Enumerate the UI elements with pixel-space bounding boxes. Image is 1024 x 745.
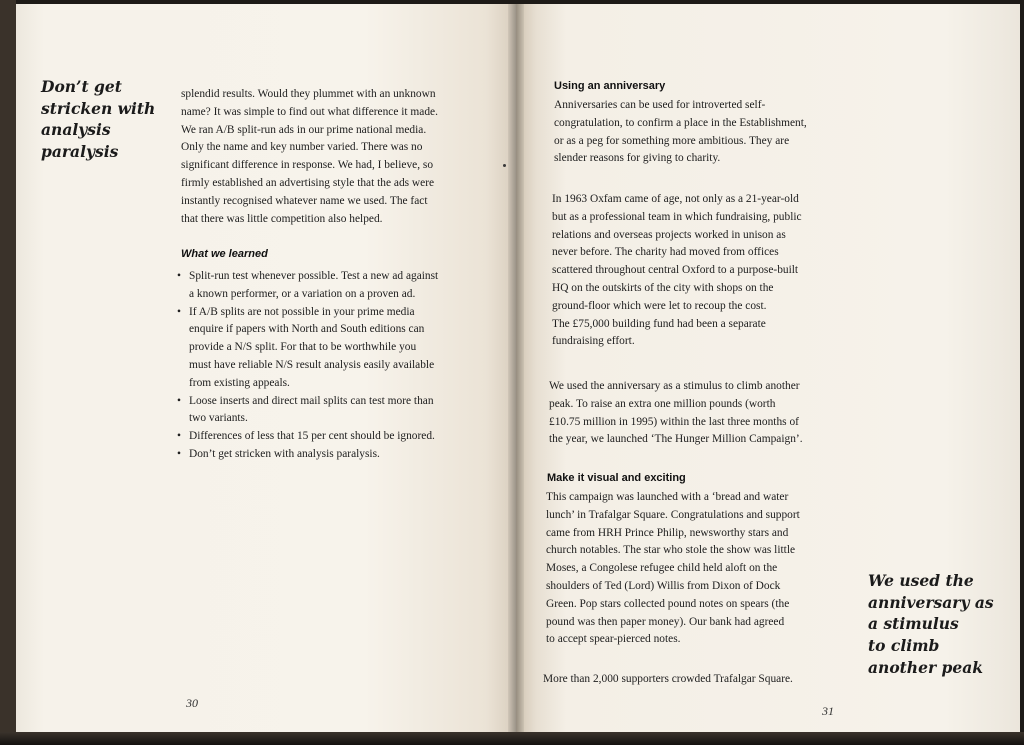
text-line: significant difference in response. We had, I believe, so bbox=[181, 159, 434, 172]
text-line: two variants. bbox=[189, 412, 248, 425]
text-line: pound was then paper money). Our bank had agreed bbox=[546, 615, 785, 628]
book-edge-left bbox=[0, 0, 16, 745]
lessons-list bbox=[177, 268, 438, 464]
text-line: or as a peg for something more ambitious. They are bbox=[554, 134, 790, 147]
text-line: firmly established an advertising style that the ads were bbox=[181, 176, 435, 189]
text-line: instantly recognised whatever name we used. The fact bbox=[181, 194, 428, 207]
side-heading-line: anniversary as bbox=[868, 592, 994, 612]
list-item bbox=[177, 393, 438, 429]
text-line: Green. Pop stars collected pound notes on spears (the bbox=[546, 597, 790, 610]
text-line: lunch’ in Trafalgar Square. Congratulations and support bbox=[546, 508, 800, 521]
right-page bbox=[516, 4, 1020, 732]
closing-line bbox=[543, 671, 793, 689]
stimulus-paragraph bbox=[549, 378, 803, 449]
list-item bbox=[177, 428, 438, 446]
side-heading-line: stricken with bbox=[41, 98, 156, 118]
text-line: • Loose inserts and direct mail splits can test more than bbox=[189, 394, 434, 407]
text-line: • Differences of less that 15 per cent should be ignored. bbox=[189, 430, 435, 443]
text-line: from existing appeals. bbox=[189, 376, 290, 389]
paper-speck bbox=[503, 164, 506, 167]
left-page bbox=[14, 4, 516, 732]
side-heading-line: Don’t get bbox=[41, 77, 122, 96]
text-line: the year, we launched ‘The Hunger Million Campaign’. bbox=[549, 433, 803, 446]
text-line: that there was little competition also helped. bbox=[181, 212, 383, 225]
side-heading-line: to climb bbox=[868, 636, 940, 656]
side-heading-line: a stimulus bbox=[868, 614, 959, 634]
what-we-learned-heading: What we learned bbox=[181, 248, 268, 260]
text-line: scattered throughout central Oxford to a purpose-built bbox=[552, 264, 799, 277]
text-line: • Don’t get stricken with analysis paralysis. bbox=[189, 447, 380, 460]
text-line: We ran A/B split-run ads in our prime national media. bbox=[181, 123, 427, 136]
text-line: We used the anniversary as a stimulus to climb another bbox=[549, 380, 800, 392]
page-number-left: 30 bbox=[186, 696, 198, 710]
side-heading-line: paralysis bbox=[41, 142, 119, 162]
text-line: ground-floor which were let to recoup the cost. bbox=[552, 299, 767, 312]
text-line: a known performer, or a variation on a proven ad. bbox=[189, 287, 416, 300]
text-line: Moses, a Congolese refugee child held aloft on the bbox=[546, 562, 778, 575]
text-line: HQ on the outskirts of the city with shops on the bbox=[552, 281, 774, 294]
text-line: church notables. The star who stole the show was little bbox=[546, 544, 796, 557]
text-line: shoulders of Ted (Lord) Willis from Dixon of Dock bbox=[546, 579, 781, 592]
list-item bbox=[177, 304, 438, 393]
text-line: congratulation, to confirm a place in the Establishment, bbox=[554, 116, 807, 129]
campaign-paragraph bbox=[546, 489, 800, 649]
text-line: to accept spear-pierced notes. bbox=[546, 633, 681, 646]
text-line: This campaign was launched with a ‘bread and water bbox=[546, 491, 789, 503]
text-line: relations and overseas projects worked in unison as bbox=[552, 228, 786, 241]
side-heading-line: analysis bbox=[41, 120, 111, 140]
text-line: enquire if papers with North and South editions can bbox=[189, 323, 425, 336]
left-intro-paragraph bbox=[181, 86, 438, 228]
oxfam-paragraph bbox=[552, 191, 802, 351]
text-line: never before. The charity had moved from offices bbox=[552, 246, 779, 259]
make-it-visual-heading: Make it visual and exciting bbox=[547, 472, 686, 484]
using-an-anniversary-heading: Using an anniversary bbox=[554, 80, 666, 92]
page-number-right: 31 bbox=[822, 704, 834, 718]
side-heading-line: We used the bbox=[868, 571, 974, 590]
text-line: More than 2,000 supporters crowded Trafalgar Square. bbox=[543, 673, 793, 685]
text-line: but as a professional team in which fundraising, public bbox=[552, 210, 802, 223]
side-heading-line: another peak bbox=[868, 657, 983, 677]
text-line: name? It was simple to find out what difference it made. bbox=[181, 105, 438, 118]
book-edge-bottom bbox=[0, 732, 1024, 745]
text-line: In 1963 Oxfam came of age, not only as a 21-year-old bbox=[552, 193, 799, 205]
text-line: Anniversaries can be used for introverted self- bbox=[554, 99, 766, 111]
right-side-heading bbox=[868, 570, 994, 678]
text-line: came from HRH Prince Philip, newsworthy stars and bbox=[546, 526, 789, 539]
text-line: splendid results. Would they plummet with an unknown bbox=[181, 88, 436, 100]
text-line: • Split-run test whenever possible. Test a new ad against bbox=[189, 270, 439, 282]
text-line: must have reliable N/S result analysis easily available bbox=[189, 358, 435, 371]
text-line: provide a N/S split. For that to be worthwhile you bbox=[189, 341, 417, 354]
list-item bbox=[177, 268, 438, 304]
list-item bbox=[177, 446, 438, 464]
text-line: • If A/B splits are not possible in your prime media bbox=[189, 305, 415, 318]
text-line: Only the name and key number varied. There was no bbox=[181, 141, 423, 154]
book-gutter bbox=[508, 4, 524, 732]
left-side-heading bbox=[41, 76, 155, 163]
text-line: fundraising effort. bbox=[552, 335, 635, 348]
text-line: The £75,000 building fund had been a separate bbox=[552, 317, 766, 330]
text-line: £10.75 million in 1995) within the last three months of bbox=[549, 415, 799, 428]
text-line: peak. To raise an extra one million pounds (worth bbox=[549, 397, 776, 410]
anniversary-paragraph bbox=[554, 97, 807, 168]
text-line: slender reasons for giving to charity. bbox=[554, 152, 721, 165]
